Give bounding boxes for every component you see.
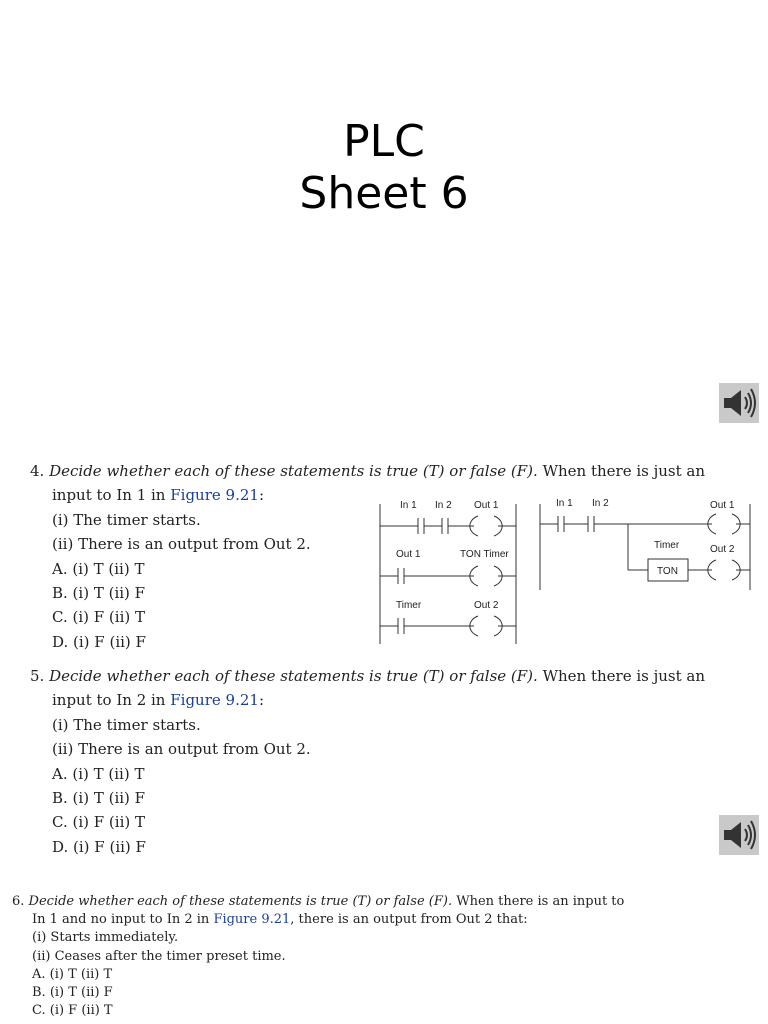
question-prompt-italic: Decide whether each of these statements is true (T) or false (F). [28,894,453,909]
figure-link[interactable]: Figure 9.21 [213,912,291,928]
ladder-diagram [378,494,758,646]
label-out1: Out 1 [396,549,421,560]
question-6-prompt [12,893,624,911]
option: A. (i) T (ii) T [52,559,145,578]
figure-link[interactable]: Figure 9.21 [170,691,259,710]
statement: (i) Starts immediately. [32,930,179,946]
statement: (ii) There is an output from Out 2. [52,740,311,759]
question-text: In 1 and no input to In 2 in [32,912,210,928]
statement: (i) The timer starts. [52,715,201,734]
question-5 [30,664,705,859]
question-number: 6. [12,894,25,909]
option: D. (i) F (ii) F [52,632,146,651]
option: B. (i) T (ii) F [32,985,113,1001]
option: B. (i) T (ii) F [52,789,146,808]
question-prompt-rest: When there is just an [542,667,706,685]
label-timer: Timer [654,540,680,551]
question-number: 4. [30,462,45,480]
option: B. (i) T (ii) F [52,584,146,603]
figure-link[interactable]: Figure 9.21 [170,486,259,505]
statement: (ii) There is an output from Out 2. [52,535,311,554]
question-text: input to In 2 in [52,691,166,710]
question-5-line2 [30,688,705,712]
label-in2: In 2 [592,498,609,509]
option: D. (i) F (ii) F [52,837,146,856]
label-out2: Out 2 [710,544,735,555]
option: A. (i) T (ii) T [52,764,145,783]
label-out2: Out 2 [474,600,499,611]
label-out1: Out 1 [710,500,735,511]
question-6-line2 [12,911,624,929]
question-4-prompt [30,459,705,483]
question-text: , there is an output from Out 2 that: [290,912,528,928]
label-out1: Out 1 [474,500,499,511]
option: C. (i) F (ii) T [52,608,145,627]
label-in2: In 2 [435,500,452,511]
label-ton: TON [657,566,678,577]
question-text: input to In 1 in [52,486,166,505]
speaker-icon[interactable] [719,815,759,855]
question-prompt-italic: Decide whether each of these statements is true (T) or false (F). [49,462,538,480]
slide-title-line2: Sheet 6 [299,168,469,219]
label-in1: In 1 [400,500,417,511]
question-prompt-rest: When there is an input to [456,894,625,909]
question-prompt-rest: When there is just an [542,462,706,480]
question-6 [12,893,624,1020]
question-prompt-italic: Decide whether each of these statements is true (T) or false (F). [49,667,538,685]
option: C. (i) F (ii) T [32,1003,113,1019]
statement: (ii) Ceases after the timer preset time. [32,948,286,964]
speaker-icon[interactable] [719,383,759,423]
slide-title-line1: PLC [343,116,425,167]
option: A. (i) T (ii) T [32,966,113,982]
statement: (i) The timer starts. [52,510,201,529]
question-number: 5. [30,667,45,685]
question-text: : [258,486,264,505]
label-in1: In 1 [556,498,573,509]
question-5-prompt [30,664,705,688]
question-text: : [258,691,264,710]
option: C. (i) F (ii) T [52,813,145,832]
label-timer: Timer [396,600,422,611]
label-ton-timer: TON Timer [460,549,509,560]
